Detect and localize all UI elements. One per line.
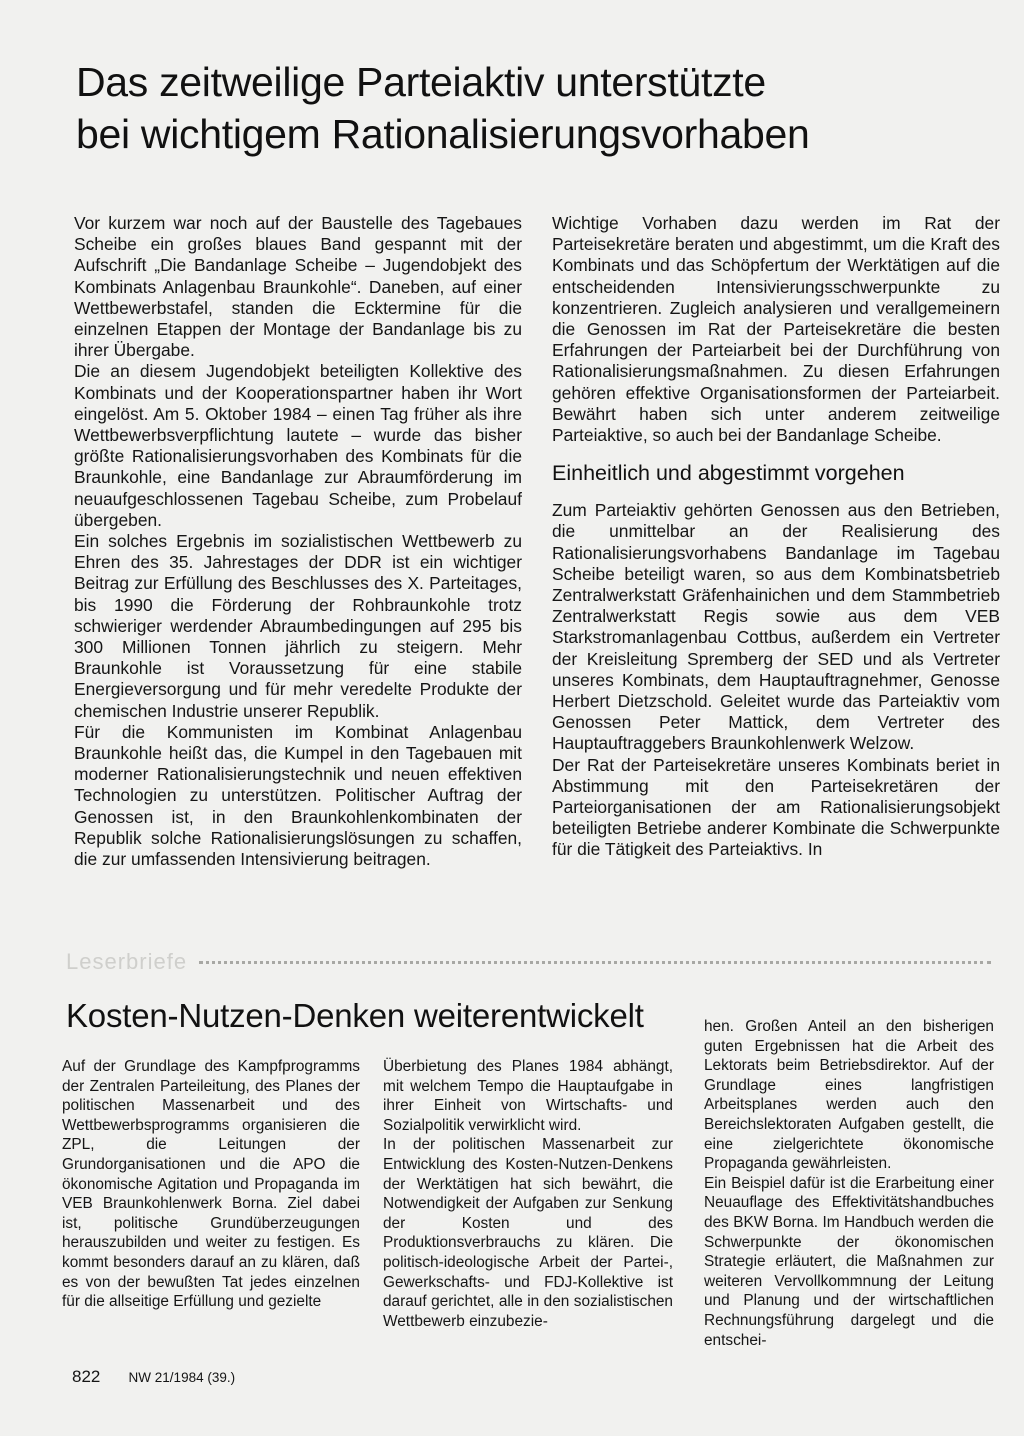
letter-column-1 [62, 1057, 360, 1312]
paragraph: In der politischen Massenarbeit zur Entwicklung des Kosten-Nutzen-Denkens der Werktätigen hat sich bewährt, die Notwendigkeit der Aufgaben zur Senkung der Kosten und des Produktionsverbrauchs zu klären. Die politisch-ideologische Arbeit der Partei-, Gewerkschafts- und FDJ-Kollektive ist darauf gerichtet, alle in den sozialistischen Wettbewerb einzubezie- [383, 1136, 673, 1330]
paragraph: hen. Großen Anteil an den bisherigen guten Ergebnissen hat die Arbeit des Lektorats beim Betriebsdirektor. Auf der Grundlage eines langfristigen Arbeitsplanes werden auch den Bereichslektoraten Aufgaben gestellt, die eine zielgerichtete ökonomische Propaganda gewährleisten. [704, 1018, 994, 1173]
paragraph: Ein Beispiel dafür ist die Erarbeitung einer Neuauflage des Effektivitätshandbuches des BKW Borna. Im Handbuch werden die Schwerpunkte der ökonomischen Strategie erläutert, die Maßnahmen zur weiteren Vervollkommnung der Leitung und Planung und der wirtschaftlichen Rechnungsführung dargelegt und die entschei- [704, 1174, 994, 1349]
section-label: Leserbriefe [66, 949, 188, 974]
paragraph: Für die Kommunisten im Kombinat Anlagenbau Braunkohle heißt das, die Kumpel in den Tagebauen mit moderner Rationalisierungstechnik und neuen effektiven Technologien zu unterstützen. Politischer Auftrag der Genossen ist, in den Braunkohlenkombinaten der Republik solche Rationalisierungslösungen zu schaffen, die zur umfassenden Intensivierung beitragen. [74, 721, 522, 870]
article-column-right [552, 213, 1000, 861]
letter-title: Kosten-Nutzen-Denken weiterentwickelt [66, 997, 644, 1034]
letter-column-2 [383, 1057, 673, 1331]
section-label-row [66, 948, 991, 976]
section-subheading: Einheitlich und abgestimmt vorgehen [552, 461, 905, 486]
article-headline [76, 56, 976, 160]
page-number: 822 [72, 1367, 101, 1386]
paragraph: Ein solches Ergebnis im sozialistischen Wettbewerb zu Ehren des 35. Jahrestages der DDR ist ein wichtiger Beitrag zur Erfüllung des Beschlusses des X. Parteitages, bis 1990 die Förderung der Rohbraunkohle trotz schwieriger werdender Abraumbedingungen auf 295 bis 300 Millionen Tonnen jährlich zu steigern. Mehr Braunkohle ist Voraussetzung für eine stabile Energieversorgung und für mehr veredelte Produkte der chemischen Industrie unserer Republik. [74, 531, 522, 721]
headline-line-1: Das zeitweilige Parteiaktiv unterstützte [76, 59, 766, 105]
paragraph: Die an diesem Jugendobjekt beteiligten Kollektive des Kombinats und der Kooperationspartner haben ihr Wort eingelöst. Am 5. Oktober 1984 – einen Tag früher als ihre Wettbewerbsverpflichtung lautete – wurde das bisher größte Rationalisierungsvorhaben des Kombinats für die Braunkohle, eine Bandanlage zur Abraumförderung im neuaufgeschlossenen Tagebau Scheibe, zum Probelauf übergeben. [74, 361, 522, 530]
issue-reference: NW 21/1984 (39.) [128, 1370, 236, 1385]
paragraph: Zum Parteiaktiv gehörten Genossen aus den Betrieben, die unmittelbar an der Realisierung des Rationalisierungsvorhabens Bandanlage im Tagebau Scheibe beteiligt waren, so aus dem Kombinatsbetrieb Zentralwerkstatt Gräfenhainichen und dem Stammbetrieb Zentralwerkstatt Regis sowie aus dem VEB Starkstromanlagenbau Cottbus, außerdem ein Vertreter der Kreisleitung Spremberg der SED und als Vertreter unseres Kombinats, dem Hauptauftragnehmer, Genosse Herbert Dietzschold. Geleitet wurde das Parteiaktiv vom Genossen Peter Mattick, dem Vertreter des Hauptauftraggebers Braunkohlenwerk Welzow. [552, 500, 1000, 754]
page-footer [72, 1366, 472, 1388]
dotted-divider [199, 961, 991, 964]
article-column-left [74, 213, 522, 870]
paragraph: Auf der Grundlage des Kampfprogramms der Zentralen Parteileitung, des Planes der politischen Massenarbeit und des Wettbewerbsprogramms organisieren die ZPL, die Leitungen der Grundorganisationen und die APO die ökonomische Agitation und Propaganda im VEB Braunkohlenwerk Borna. Ziel dabei ist, politische Grundüberzeugungen herauszubilden und weiter zu festigen. Es kommt besonders darauf an zu klären, daß es von der bewußten Tat jedes einzelnen für die allseitige Erfüllung und gezielte [62, 1058, 360, 1311]
letter-column-3 [704, 1017, 994, 1350]
paragraph: Wichtige Vorhaben dazu werden im Rat der Parteisekretäre beraten und abgestimmt, um die Kraft des Kombinats und das Schöpfertum der Werktätigen auf die entscheidenden Intensivierungsschwerpunkte zu konzentrieren. Zugleich analysieren und verallgemeinern die Genossen im Rat der Parteisekretäre die besten Erfahrungen der Parteiarbeit bei der Durchführung von Rationalisierungsmaßnahmen. Zu diesen Erfahrungen gehören effektive Organisationsformen der Parteiarbeit. Bewährt haben sich unter anderem zeitweilige Parteiaktive, so auch bei der Bandanlage Scheibe. [552, 213, 1000, 446]
paragraph: Vor kurzem war noch auf der Baustelle des Tagebaues Scheibe ein großes blaues Band gespannt mit der Aufschrift „Die Bandanlage Scheibe – Jugendobjekt des Kombinats Anlagenbau Braunkohle“. Daneben, auf einer Wettbewerbstafel, standen die Ecktermine für die einzelnen Etappen der Montage der Bandanlage bis zu ihrer Übergabe. [74, 213, 522, 361]
paragraph: Der Rat der Parteisekretäre unseres Kombinats beriet in Abstimmung mit den Parteisekretären der Parteiorganisationen der am Rationalisierungsobjekt beteiligten Betriebe anderer Kombinate die Schwerpunkte für die Tätigkeit des Parteiaktivs. In [552, 754, 1000, 860]
paragraph: Überbietung des Planes 1984 abhängt, mit welchem Tempo die Hauptaufgabe in ihrer Einheit von Wirtschafts- und Sozialpolitik verwirklicht wird. [383, 1058, 673, 1134]
headline-line-2: bei wichtigem Rationalisierungsvorhaben [76, 111, 810, 157]
